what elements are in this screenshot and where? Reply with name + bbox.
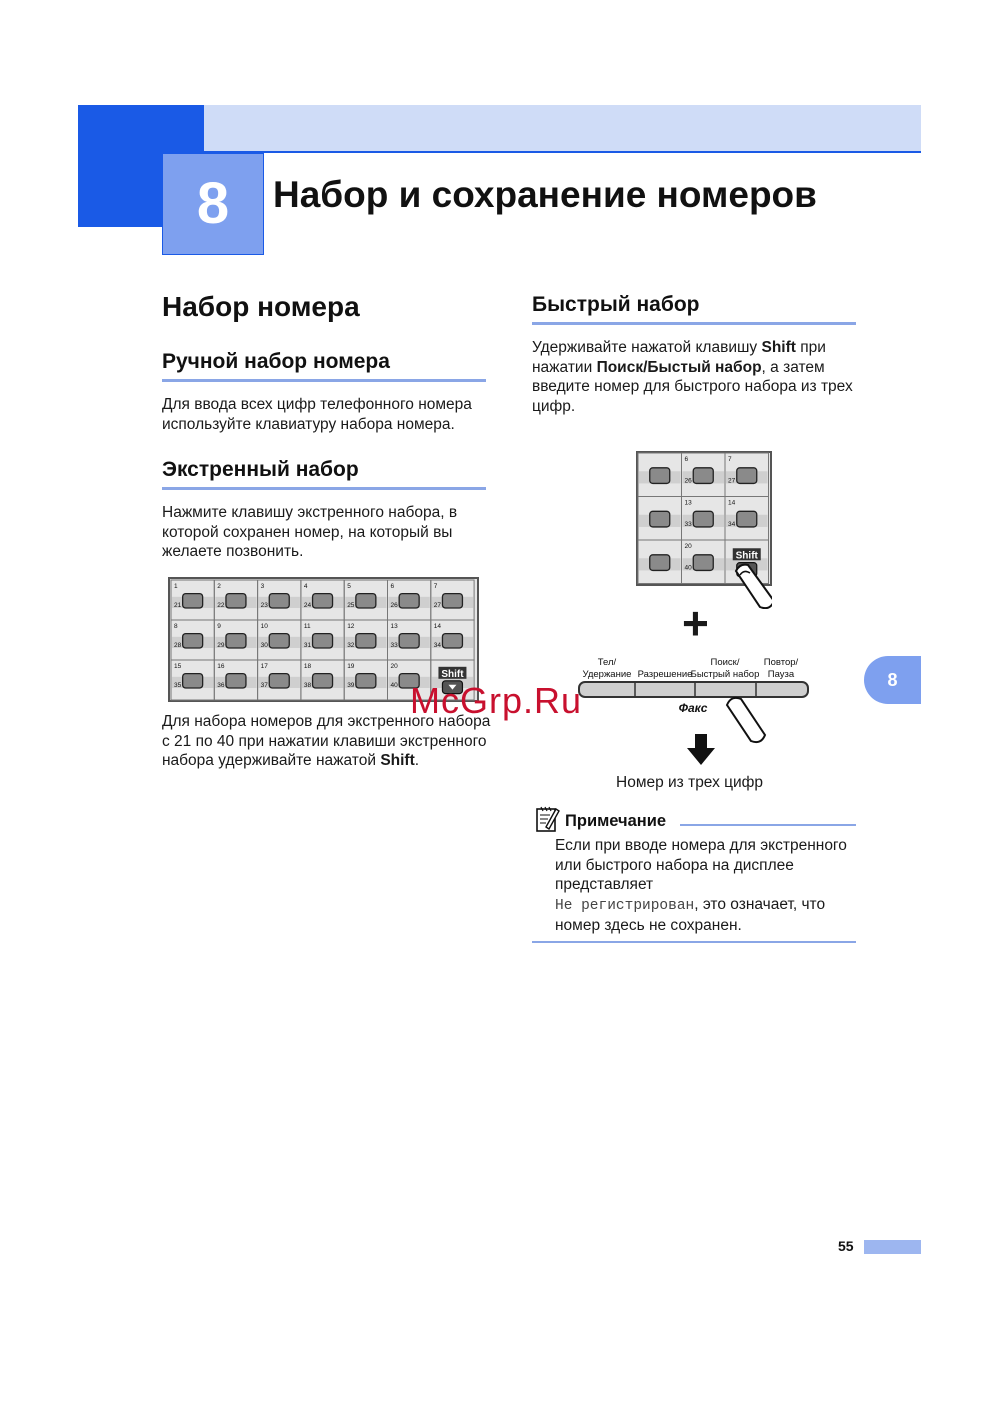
shift-key-label: Shift bbox=[735, 550, 758, 562]
key-number-bottom: 27 bbox=[728, 477, 736, 485]
fax-button-label: Поиск/ bbox=[710, 657, 740, 668]
onetouch-key bbox=[313, 594, 333, 608]
onetouch-key bbox=[226, 594, 246, 608]
onetouch-key bbox=[693, 468, 713, 484]
onetouch-key bbox=[313, 634, 333, 648]
onetouch-key bbox=[269, 634, 289, 648]
chapter-header-rule bbox=[204, 151, 921, 153]
onetouch-key bbox=[183, 674, 203, 688]
key-number-top: 14 bbox=[433, 623, 442, 630]
key-number-top: 2 bbox=[217, 583, 221, 590]
key-number-bottom: 29 bbox=[217, 642, 225, 650]
chapter-side-tab[interactable]: 8 bbox=[864, 656, 921, 704]
key-number-bottom: 31 bbox=[303, 642, 312, 650]
key-number-top: 8 bbox=[174, 623, 178, 630]
speed-keypad bbox=[636, 451, 772, 609]
key-number-top: 7 bbox=[728, 456, 732, 463]
note-top-rule bbox=[680, 824, 856, 826]
onetouch-key bbox=[693, 511, 713, 527]
key-number-top: 19 bbox=[347, 663, 355, 670]
chapter-header-band bbox=[204, 105, 921, 152]
onetouch-heading: Экстренный набор bbox=[162, 458, 359, 481]
onetouch-key bbox=[356, 634, 376, 648]
key-number-top: 7 bbox=[433, 583, 438, 590]
speed-dial-underline bbox=[532, 322, 856, 325]
key-number-top: 10 bbox=[260, 623, 268, 630]
onetouch-key bbox=[226, 634, 246, 648]
key-number-bottom: 28 bbox=[174, 642, 182, 650]
onetouch-key bbox=[650, 511, 670, 527]
onetouch-key bbox=[269, 674, 289, 688]
key-number-bottom: 36 bbox=[217, 682, 225, 690]
onetouch-after-text: Для набора номеров для экстренного набора с 21 по 40 при нажатии клавиши экстренного набора удерживайте нажатой Shift. bbox=[162, 713, 491, 769]
onetouch-key bbox=[650, 555, 670, 571]
key-number-top: 13 bbox=[390, 623, 398, 630]
key-number-top: 11 bbox=[303, 623, 311, 630]
onetouch-key bbox=[356, 674, 376, 688]
key-number-bottom: 26 bbox=[684, 477, 692, 485]
fax-button-label: Разрешение bbox=[637, 669, 693, 680]
page-number-bar bbox=[864, 1240, 921, 1254]
note-title: Примечание bbox=[565, 812, 667, 830]
finger-icon bbox=[727, 698, 765, 742]
onetouch-key bbox=[737, 511, 757, 527]
key-number-bottom: 22 bbox=[217, 602, 225, 610]
key-number-top: 6 bbox=[390, 583, 395, 590]
note-text: Если при вводе номера для экстренного или быстрого набора на дисплее представляет Не регистрирован, это означает, что номер здесь не сохранен. bbox=[555, 837, 847, 934]
onetouch-key bbox=[693, 555, 713, 571]
key-number-bottom: 24 bbox=[303, 602, 312, 610]
key-number-top: 20 bbox=[684, 543, 692, 550]
key-number-bottom: 25 bbox=[347, 602, 355, 610]
onetouch-key bbox=[226, 674, 246, 688]
key-number-top: 16 bbox=[217, 663, 225, 670]
onetouch-key bbox=[442, 634, 462, 648]
key-number-top: 12 bbox=[347, 623, 355, 630]
onetouch-key bbox=[442, 594, 462, 608]
key-number-top: 20 bbox=[390, 663, 398, 670]
key-number-bottom: 26 bbox=[390, 602, 398, 610]
key-number-top: 9 bbox=[217, 623, 221, 630]
key-number-top: 1 bbox=[174, 583, 178, 590]
fax-button-label: Тел/ bbox=[597, 657, 617, 668]
shift-key-label: Shift bbox=[441, 668, 464, 680]
fax-button-label: Удержание bbox=[582, 669, 632, 680]
onetouch-key bbox=[650, 468, 670, 484]
key-number-bottom: 40 bbox=[390, 682, 398, 690]
onetouch-key bbox=[399, 594, 419, 608]
key-number-bottom: 33 bbox=[684, 521, 692, 529]
onetouch-text: Нажмите клавишу экстренного набора, в которой сохранен номер, на который вы желаете позвонить. bbox=[162, 504, 458, 560]
manual-dial-text: Для ввода всех цифр телефонного номера используйте клавиатуру набора номера. bbox=[162, 396, 472, 433]
key-number-top: 15 bbox=[174, 663, 182, 670]
onetouch-key bbox=[269, 594, 289, 608]
three-digit-label: Номер из трех цифр bbox=[616, 774, 764, 791]
key-number-top: 13 bbox=[684, 499, 692, 507]
key-number-bottom: 21 bbox=[174, 602, 182, 610]
key-number-bottom: 34 bbox=[433, 642, 442, 650]
note-bottom-rule bbox=[532, 941, 856, 943]
fax-button-label: Пауза bbox=[767, 669, 795, 680]
key-number-bottom: 40 bbox=[684, 564, 692, 572]
key-number-bottom: 27 bbox=[433, 602, 442, 610]
onetouch-key bbox=[399, 634, 419, 648]
key-number-bottom: 37 bbox=[260, 682, 268, 690]
onetouch-key bbox=[183, 594, 203, 608]
down-arrow-icon bbox=[686, 734, 716, 766]
page-number: 55 bbox=[838, 1238, 854, 1254]
key-number-top: 3 bbox=[260, 583, 265, 590]
key-number-bottom: 33 bbox=[390, 642, 398, 650]
key-number-bottom: 32 bbox=[347, 642, 355, 650]
key-number-top: 6 bbox=[684, 456, 689, 463]
key-number-top: 14 bbox=[728, 499, 736, 507]
chapter-number: 8 bbox=[196, 171, 230, 236]
onetouch-key bbox=[183, 634, 203, 648]
section-title: Набор номера bbox=[162, 291, 360, 322]
fax-button-label: Повтор/ bbox=[763, 657, 799, 668]
key-number-bottom: 34 bbox=[728, 521, 736, 529]
fax-label: Факс bbox=[678, 701, 708, 715]
key-number-bottom: 23 bbox=[260, 602, 268, 610]
onetouch-key bbox=[313, 674, 333, 688]
key-number-bottom: 38 bbox=[303, 682, 312, 690]
key-number-top: 4 bbox=[303, 583, 308, 590]
speed-dial-text: Удерживайте нажатой клавишу Shift при нажатии Поиск/Быстый набор, а затем введите номер для быстрого набора из трех цифр. bbox=[532, 339, 853, 415]
display-message: Не регистрирован bbox=[555, 897, 695, 914]
key-number-top: 18 bbox=[303, 663, 312, 670]
onetouch-key bbox=[356, 594, 376, 608]
watermark: McGrp.Ru bbox=[410, 680, 583, 721]
key-number-bottom: 35 bbox=[174, 682, 182, 690]
key-number-top: 17 bbox=[260, 663, 268, 670]
key-number-bottom: 30 bbox=[260, 642, 268, 650]
plus-sign: + bbox=[682, 597, 709, 649]
chapter-title: Набор и сохранение номеров bbox=[273, 174, 817, 215]
fax-button-label: Быстрый набор bbox=[690, 669, 760, 680]
note-pencil-icon bbox=[534, 805, 560, 833]
key-number-top: 5 bbox=[347, 583, 351, 590]
onetouch-key bbox=[737, 468, 757, 484]
manual-dial-heading: Ручной набор номера bbox=[162, 350, 390, 373]
manual-dial-underline bbox=[162, 379, 486, 382]
onetouch-underline bbox=[162, 487, 486, 490]
speed-dial-heading: Быстрый набор bbox=[532, 293, 700, 316]
key-number-bottom: 39 bbox=[347, 682, 355, 690]
